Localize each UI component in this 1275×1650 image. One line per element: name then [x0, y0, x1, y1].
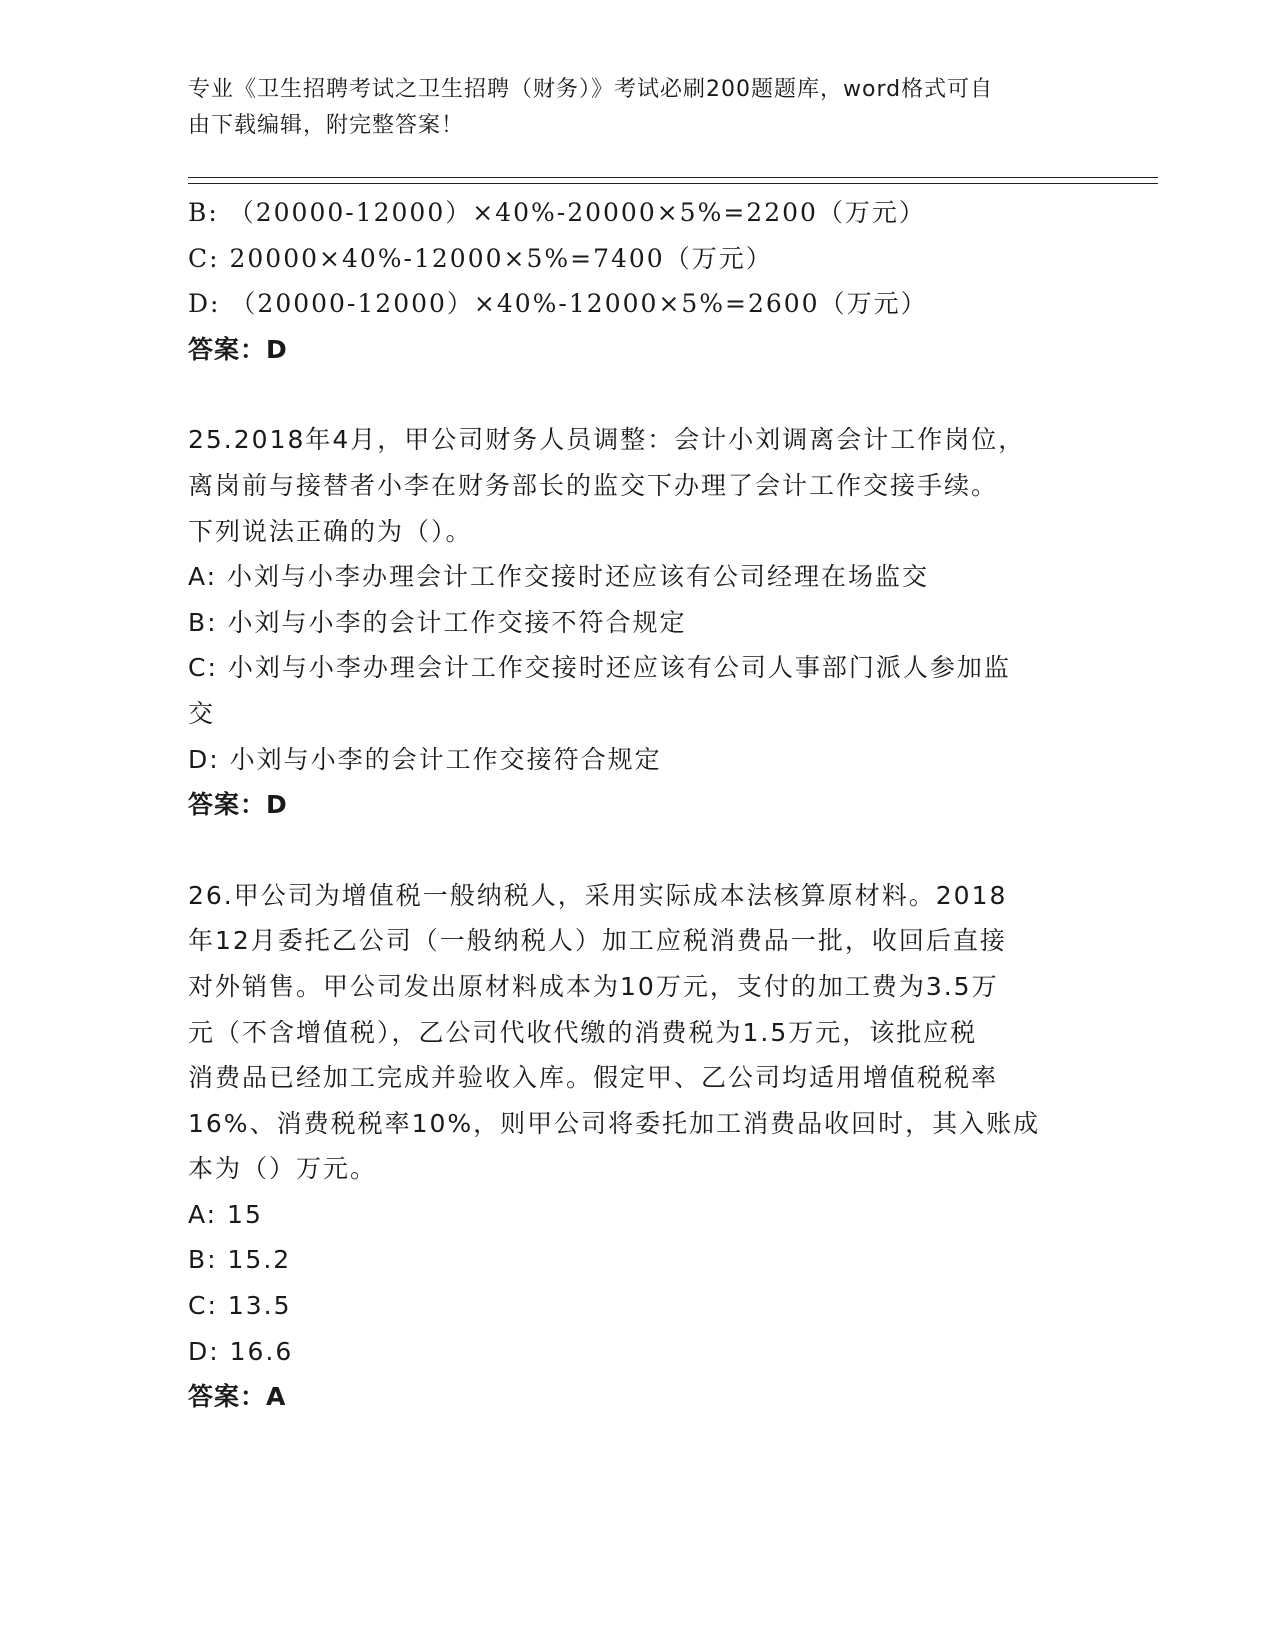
question-text-line: 消费品已经加工完成并验收入库。假定甲、乙公司均适用增值税税率 — [188, 1063, 999, 1093]
option-b: B: （20000-12000）×40%-20000×5%=2200（万元） — [188, 198, 926, 227]
answer-label: 答案：A — [188, 1382, 287, 1412]
question-text-line: 下列说法正确的为（）。 — [188, 516, 473, 546]
option-a: A: 小刘与小李办理会计工作交接时还应该有公司经理在场监交 — [188, 562, 930, 592]
question-text-line: 元（不含增值税），乙公司代收代缴的消费税为1.5万元，该批应税 — [188, 1017, 978, 1047]
option-b: B: 15.2 — [188, 1245, 292, 1275]
header-divider-top — [188, 177, 1158, 178]
question-25 — [188, 417, 1088, 827]
question-text-line: 25.2018年4月，甲公司财务人员调整：会计小刘调离会计工作岗位， — [188, 425, 1026, 455]
question-text-line: 对外销售。甲公司发出原材料成本为10万元，支付的加工费为3.5万 — [188, 971, 999, 1001]
document-body — [188, 190, 1088, 1420]
question-text-line: 离岗前与接替者小李在财务部长的监交下办理了会计工作交接手续。 — [188, 470, 999, 500]
option-c: C: 13.5 — [188, 1291, 292, 1321]
option-c: C: 小刘与小李办理会计工作交接时还应该有公司人事部门派人参加监 — [188, 653, 1011, 683]
header-title-line-2: 由下载编辑，附完整答案！ — [188, 113, 465, 138]
option-c-continued: 交 — [188, 698, 216, 728]
option-c: C: 20000×40%-12000×5%=7400（万元） — [188, 243, 773, 273]
option-b: B: 小刘与小李的会计工作交接不符合规定 — [188, 607, 687, 637]
answer-label: 答案：D — [188, 334, 288, 364]
question-text-line: 26.甲公司为增值税一般纳税人，采用实际成本法核算原材料。2018 — [188, 880, 1008, 910]
option-a: A: 15 — [188, 1199, 263, 1229]
previous-question-tail — [188, 190, 1088, 372]
page-header — [188, 72, 1068, 144]
question-text-line: 年12月委托乙公司（一般纳税人）加工应税消费品一批，收回后直接 — [188, 926, 1007, 956]
option-d: D: 16.6 — [188, 1336, 294, 1366]
header-title-line-1: 专业《卫生招聘考试之卫生招聘（财务）》考试必刷200题题库，word格式可自 — [188, 77, 994, 102]
answer-label: 答案：D — [188, 790, 288, 820]
header-divider-bottom — [188, 183, 1158, 184]
question-text-line: 本为（）万元。 — [188, 1154, 378, 1184]
option-d: D: 小刘与小李的会计工作交接符合规定 — [188, 744, 662, 774]
option-d: D: （20000-12000）×40%-12000×5%=2600（万元） — [188, 289, 928, 319]
question-26 — [188, 873, 1088, 1420]
question-text-line: 16%、消费税税率10%，则甲公司将委托加工消费品收回时，其入账成 — [188, 1108, 1041, 1138]
